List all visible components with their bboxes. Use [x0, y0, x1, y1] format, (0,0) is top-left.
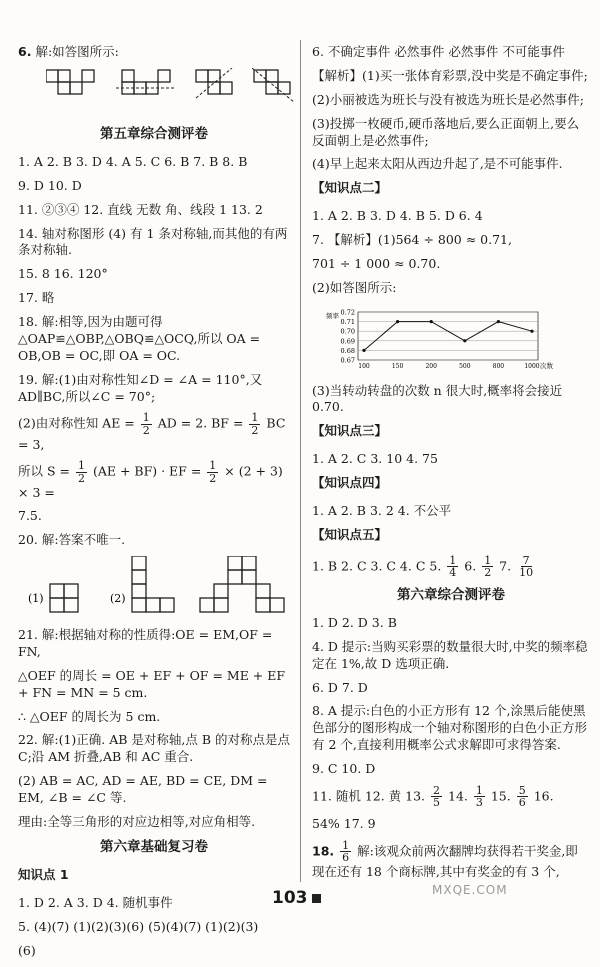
fraction-two-fifths: $\frac{2}{5}$ — [433, 783, 441, 810]
figure-a — [46, 70, 94, 94]
page-mark-icon — [312, 894, 321, 903]
fraction-half: $\frac{1}{2}$ — [251, 411, 259, 438]
t-answers-9-10: 9. C 10. D — [312, 761, 376, 777]
t-answers-11-16: 11. 随机 12. 黄 13. $\frac{2}{5}$ 14. $\frac{1}{3}$ 15. $\frac{5}{6}$ 16. — [312, 783, 554, 810]
kp5-answers: 1. B 2. C 3. C 4. C 5. $\frac{1}{4}$ 6. $\frac{1}{2}$ 7. $\frac{7}{10}$ — [312, 553, 534, 580]
q6-text: 解:如答图所示: — [35, 44, 119, 59]
r-analysis-1: 【解析】(1)买一张体育彩票,没中奖是不确定事件; — [312, 67, 588, 83]
symmetry-figure-row — [46, 68, 296, 108]
fraction-one-third: $\frac{1}{3}$ — [475, 783, 483, 810]
data-point — [362, 348, 365, 351]
data-point — [463, 339, 466, 342]
data-point — [430, 320, 433, 323]
fraction-half: $\frac{1}{2}$ — [77, 459, 85, 485]
answer-21-line1: 21. 解:根据轴对称的性质得:OE = EM,OF = FN, — [18, 627, 273, 659]
kp1-answers-1-4: 1. D 2. A 3. D 4. 随机事件 — [18, 894, 173, 910]
answer-18: 18. 解:相等,因为由题可得 △OAP≌△OBP,△OBQ≌△OCQ,所以 OA = OB,OB = OC,即 OA = OC. — [18, 314, 261, 363]
x-tick-label: 800 — [492, 362, 505, 370]
knowledge-point-1: 知识点 1 — [18, 867, 69, 882]
y-tick-label: 0.70 — [340, 327, 355, 336]
watermark: MXQE.COM — [432, 883, 508, 897]
answers-11-13: 11. ②③④ 12. 直线 无数 角、线段 1 13. 2 — [18, 201, 263, 217]
y-axis-label: 频率 — [326, 311, 339, 320]
answer-20: 20. 解:答案不唯一. — [18, 532, 126, 548]
grid-figure-2 — [132, 556, 174, 612]
fraction-five-sixths: $\frac{5}{6}$ — [518, 783, 526, 810]
y-tick-label: 0.72 — [340, 308, 355, 317]
knowledge-point-3: 【知识点三】 — [312, 423, 388, 439]
t-answers-16-17: 54% 17. 9 — [312, 816, 376, 832]
answer-19-part2: (2)由对称性知 AE = $\frac{1}{2}$ AD = 2. BF = $\frac{1}{2}$ BC = 3, — [18, 411, 286, 452]
left-column — [18, 44, 290, 967]
page-number: 103 — [272, 887, 321, 910]
r-answer-6: 6. 不确定事件 必然事件 必然事件 不可能事件 — [312, 44, 565, 59]
knowledge-point-2: 【知识点二】 — [312, 180, 388, 196]
knowledge-point-4: 【知识点四】 — [312, 475, 388, 490]
x-tick-label: 150 — [391, 362, 404, 370]
answer-20-figures — [28, 556, 288, 616]
data-point — [530, 329, 533, 332]
t-answers-4-5: 4. D 提示:当购买彩票的数量很大时,中奖的频率稳定在 1%,故 D 选项正确. — [312, 638, 588, 671]
t-answers-1-3: 1. D 2. D 3. B — [312, 614, 397, 630]
y-tick-label: 0.69 — [340, 336, 355, 345]
q6-label: 6. — [18, 44, 32, 59]
figure-c — [196, 68, 232, 98]
knowledge-point-5: 【知识点五】 — [312, 526, 388, 542]
r-analysis-3: (3)投掷一枚硬币,硬币落地后,要么正面朝上,要么反面朝上是必然事件; — [312, 115, 580, 148]
answer-21-line3: ∴ △OEF 的周长为 5 cm. — [18, 708, 161, 724]
data-point — [396, 320, 399, 323]
grid-figure-1 — [50, 584, 78, 612]
figure-b — [116, 70, 176, 94]
t-answer-8: 8. A 提示:白色的小正方形有 12 个,涂黑后能使黑色部分的图形构成一个轴对称图形的白色小正方形有 2 个,直接利用概率公式求解即可求得答案. — [312, 703, 588, 753]
answers-9-10: 9. D 10. D — [18, 177, 82, 193]
answers-15-16: 15. 8 16. 120° — [18, 266, 108, 282]
fraction-quarter: $\frac{1}{4}$ — [449, 553, 457, 580]
x-tick-label: 1000 — [524, 362, 540, 370]
r-answer-7-line3: (2)如答图所示: — [312, 279, 397, 295]
kp1-answer-5-cont: (6) — [18, 942, 36, 958]
answers-1-8: 1. A 2. B 3. D 4. A 5. C 6. B 7. B 8. B — [18, 153, 248, 169]
answer-19-result: 7.5. — [18, 508, 42, 524]
r-answer-7-line1: 7. 【解析】(1)564 ÷ 800 ≈ 0.71, — [312, 232, 512, 247]
y-tick-label: 0.67 — [340, 356, 355, 365]
t-answers-6-7: 6. D 7. D — [312, 679, 368, 695]
fraction-seven-tenths: $\frac{7}{10}$ — [519, 553, 534, 580]
chapter6-test-title: 第六章综合测评卷 — [397, 586, 505, 603]
chapter6-review-title: 第六章基础复习卷 — [100, 838, 208, 855]
fraction-one-sixth: $\frac{1}{6}$ — [342, 838, 350, 865]
chart-frame — [358, 312, 538, 360]
answer-22-reason: 理由:全等三角形的对应边相等,对应角相等. — [18, 813, 256, 829]
series-line — [364, 321, 532, 350]
kp1-answer-5: 5. (4)(7) (1)(2)(3)(6) (5)(4)(7) (1)(2)(3) — [18, 918, 259, 934]
figure-d — [252, 68, 294, 102]
answer-22-part2: (2) AB = AC, AD = AE, BD = CE, DM = EM, ∠B = ∠C 等. — [18, 773, 268, 806]
x-tick-label: 200 — [425, 362, 437, 370]
right-column — [312, 44, 590, 888]
answer-17: 17. 略 — [18, 290, 55, 306]
kp2-answers: 1. A 2. B 3. D 4. B 5. D 6. 4 — [312, 208, 483, 224]
fig-label-1: (1) — [28, 592, 44, 606]
chapter5-test-title: 第五章综合测评卷 — [100, 125, 208, 142]
column-divider — [300, 40, 301, 882]
answer-19-part3: 所以 S = $\frac{1}{2}$ (AE + BF) · EF = $\frac{1}{2}$ × (2 + 3) × 3 = — [18, 459, 283, 500]
r-analysis-2: (2)小丽被选为班长与没有被选为班长是必然事件; — [312, 91, 584, 107]
kp3-answers: 1. A 2. C 3. 10 4. 75 — [312, 451, 438, 467]
answer-6 — [18, 44, 290, 61]
answer-22-part1: 22. 解:(1)正确. AB 是对称轴,点 B 的对称点是点 C;沿 AM 折叠,AB 和 AC 重合. — [18, 732, 291, 765]
answer-19-part1: 19. 解:(1)由对称性知∠D = ∠A = 110°,又 AD∥BC,所以∠C = 70°; — [18, 371, 263, 404]
x-axis-label: 次数 — [540, 361, 553, 370]
frequency-line-chart — [324, 308, 560, 374]
kp4-answers: 1. A 2. B 3. 2 4. 不公平 — [312, 502, 452, 518]
answer-14: 14. 轴对称图形 (4) 有 1 条对称轴,而其他的有两条对称轴. — [18, 225, 288, 258]
fraction-half: $\frac{1}{2}$ — [142, 411, 150, 438]
grid-figure-3 — [200, 556, 284, 612]
r-answer-7-line2: 701 ÷ 1 000 ≈ 0.70. — [312, 255, 441, 271]
y-tick-label: 0.71 — [340, 317, 355, 326]
x-tick-label: 100 — [358, 362, 370, 370]
answer-21-line2: △OEF 的周长 = OE + EF + OF = ME + EF + FN = MN = 5 cm. — [18, 667, 286, 700]
fraction-half: $\frac{1}{2}$ — [209, 459, 217, 485]
y-tick-label: 0.68 — [340, 346, 355, 355]
r-analysis-4: (4)早上起来太阳从西边升起了,是不可能事件. — [312, 156, 563, 172]
fig-label-2: (2) — [110, 592, 126, 606]
r-answer-7-line4: (3)当转动转盘的次数 n 很大时,概率将会接近 0.70. — [312, 382, 563, 415]
fraction-half: $\frac{1}{2}$ — [484, 553, 492, 580]
x-tick-label: 500 — [459, 362, 471, 370]
data-point — [497, 320, 500, 323]
t-answer-18: 18. $\frac{1}{6}$ 解:该观众前两次翻牌均获得若干奖金,即现在还有 18 个商标牌,其中有奖金的有 3 个, — [312, 838, 578, 879]
